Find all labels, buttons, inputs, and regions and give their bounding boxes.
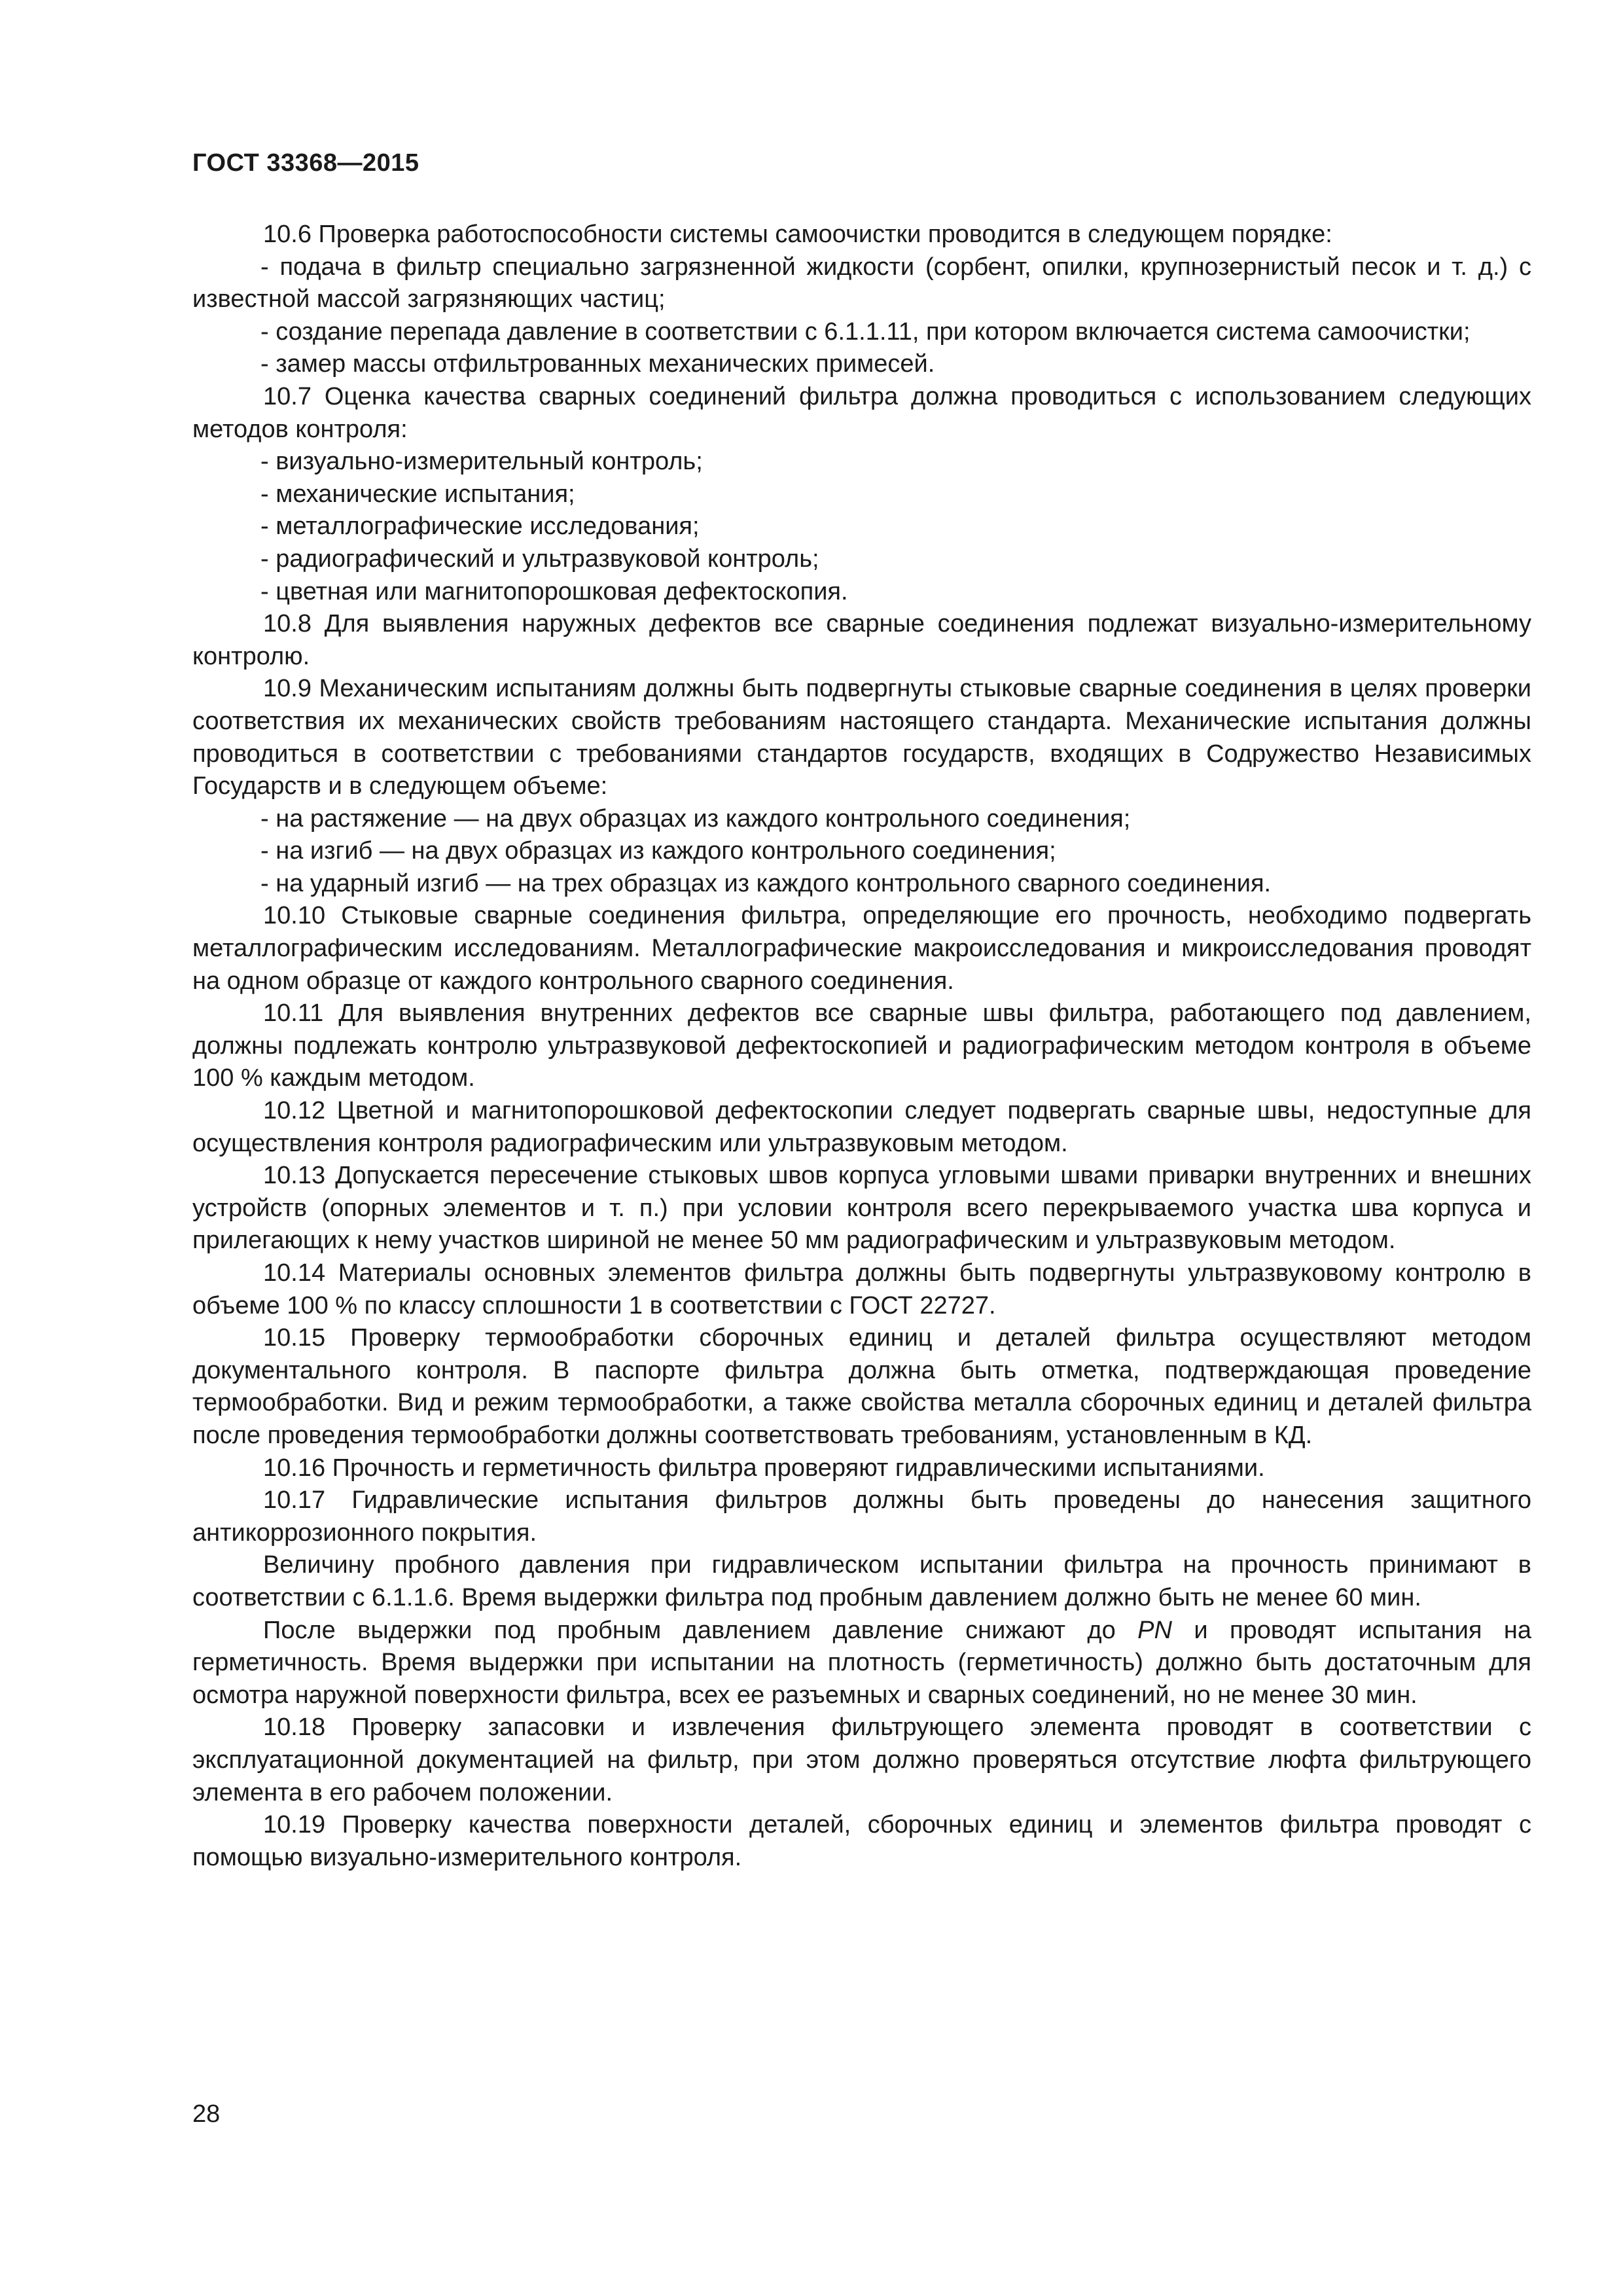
paragraph-10-9: 10.9 Механическим испытаниям должны быть подвергнуты стыковые сварные соединения в целях проверки соответствия их механических свойств требованиям настоящего стандарта. Механические испытания должны проводиться в соответствии с требованиями стандартов государств, входящих в Содружество Независимых Государств и в следующем объеме:	[192, 675, 1531, 800]
list-item: - на растяжение — на двух образцах из каждого контрольного соединения;	[260, 804, 1131, 833]
paragraph-10-19: 10.19 Проверку качества поверхности деталей, сборочных единиц и элементов фильтра проводят с помощью визуально-измерительного контроля.	[192, 1811, 1531, 1871]
italic-pn: PN	[1137, 1616, 1172, 1644]
list-item: - металлографические исследования;	[260, 512, 700, 541]
paragraph-10-8: 10.8 Для выявления наружных дефектов все сварные соединения подлежат визуально-измерительному контролю.	[192, 610, 1531, 670]
paragraph-10-11: 10.11 Для выявления внутренних дефектов все сварные швы фильтра, работающего под давлением, должны подлежать контролю ультразвуковой дефектоскопией и радиографическим методом контроля в объеме 100 % каждым методом.	[192, 999, 1531, 1092]
list-item: - создание перепада давление в соответствии с 6.1.1.11, при котором включается система самоочистки;	[260, 317, 1471, 346]
paragraph-10-17: 10.17 Гидравлические испытания фильтров должны быть проведены до нанесения защитного антикоррозионного покрытия.	[192, 1486, 1531, 1547]
paragraph-10-18: 10.18 Проверку запасовки и извлечения фильтрующего элемента проводят в соответствии с эксплуатационной документацией на фильтр, при этом должно проверяться отсутствие люфта фильтрующего элемента в его рабочем положении.	[192, 1713, 1531, 1806]
paragraph-10-15: 10.15 Проверку термообработки сборочных единиц и деталей фильтра осуществляют методом документального контроля. В паспорте фильтра должна быть отметка, подтверждающая проведение термообработки. Вид и режим термообработки, а также свойства металла сборочных единиц и деталей фильтра после проведения термообработки должны соответствовать требованиям, установленным в КД.	[192, 1324, 1531, 1449]
text-segment: и проводят испытания на герметичность. Время выдержки при испытании на плотность (герметичность) должно быть достаточным для осмотра наружной поверхности фильтра, всех ее разъемных и сварных соединений, но не менее 30 мин.	[192, 1616, 1531, 1709]
list-item: - замер массы отфильтрованных механических примесей.	[260, 350, 935, 378]
paragraph-10-7: 10.7 Оценка качества сварных соединений фильтра должна проводиться с использованием следующих методов контроля:	[192, 382, 1531, 443]
list-item: - механические испытания;	[260, 480, 575, 508]
paragraph-test-pressure: Величину пробного давления при гидравлическом испытании фильтра на прочность принимают в соответствии с 6.1.1.6. Время выдержки фильтра под пробным давлением должно быть не менее 60 мин.	[192, 1551, 1531, 1611]
paragraph-10-13: 10.13 Допускается пересечение стыковых швов корпуса угловыми швами приварки внутренних и внешних устройств (опорных элементов и т. п.) при условии контроля всего перекрываемого участка шва корпуса и прилегающих к нему участков шириной не менее 50 мм радиографическим и ультразвуковым методом.	[192, 1162, 1531, 1255]
list-item: - радиографический и ультразвуковой контроль;	[260, 545, 819, 573]
list-item: - визуально-измерительный контроль;	[260, 448, 703, 476]
page-number: 28	[192, 2100, 221, 2128]
paragraph-10-12: 10.12 Цветной и магнитопорошковой дефектоскопии следует подвергать сварные швы, недоступные для осуществления контроля радиографическим или ультразвуковым методом.	[192, 1097, 1531, 1157]
paragraph-10-14: 10.14 Материалы основных элементов фильтра должны быть подвергнуты ультразвуковому контролю в объеме 100 % по классу сплошности 1 в соответствии с ГОСТ 22727.	[192, 1259, 1531, 1319]
list-item: - цветная или магнитопорошковая дефектоскопия.	[260, 577, 848, 605]
list-item: - на ударный изгиб — на трех образцах из каждого контрольного сварного соединения.	[260, 869, 1272, 897]
document-body	[192, 219, 1531, 1874]
paragraph-10-10: 10.10 Стыковые сварные соединения фильтра, определяющие его прочность, необходимо подвергать металлографическим исследованиям. Металлографические макроисследования и микроисследования проводят на одном образце от каждого контрольного сварного соединения.	[192, 902, 1531, 995]
list-item: - на изгиб — на двух образцах из каждого контрольного соединения;	[260, 837, 1056, 865]
document-header: ГОСТ 33368—2015	[192, 149, 419, 177]
paragraph-tightness	[192, 1615, 1531, 1712]
text-segment: После выдержки под пробным давлением давление снижают до	[263, 1616, 1138, 1644]
list-item: - подача в фильтр специально загрязненной жидкости (сорбент, опилки, крупнозернистый песок и т. д.) с известной массой загрязняющих частиц;	[192, 253, 1531, 314]
paragraph-10-16: 10.16 Прочность и герметичность фильтра проверяют гидравлическими испытаниями.	[263, 1454, 1265, 1482]
paragraph-10-6: 10.6 Проверка работоспособности системы самоочистки проводится в следующем порядке:	[263, 221, 1332, 248]
